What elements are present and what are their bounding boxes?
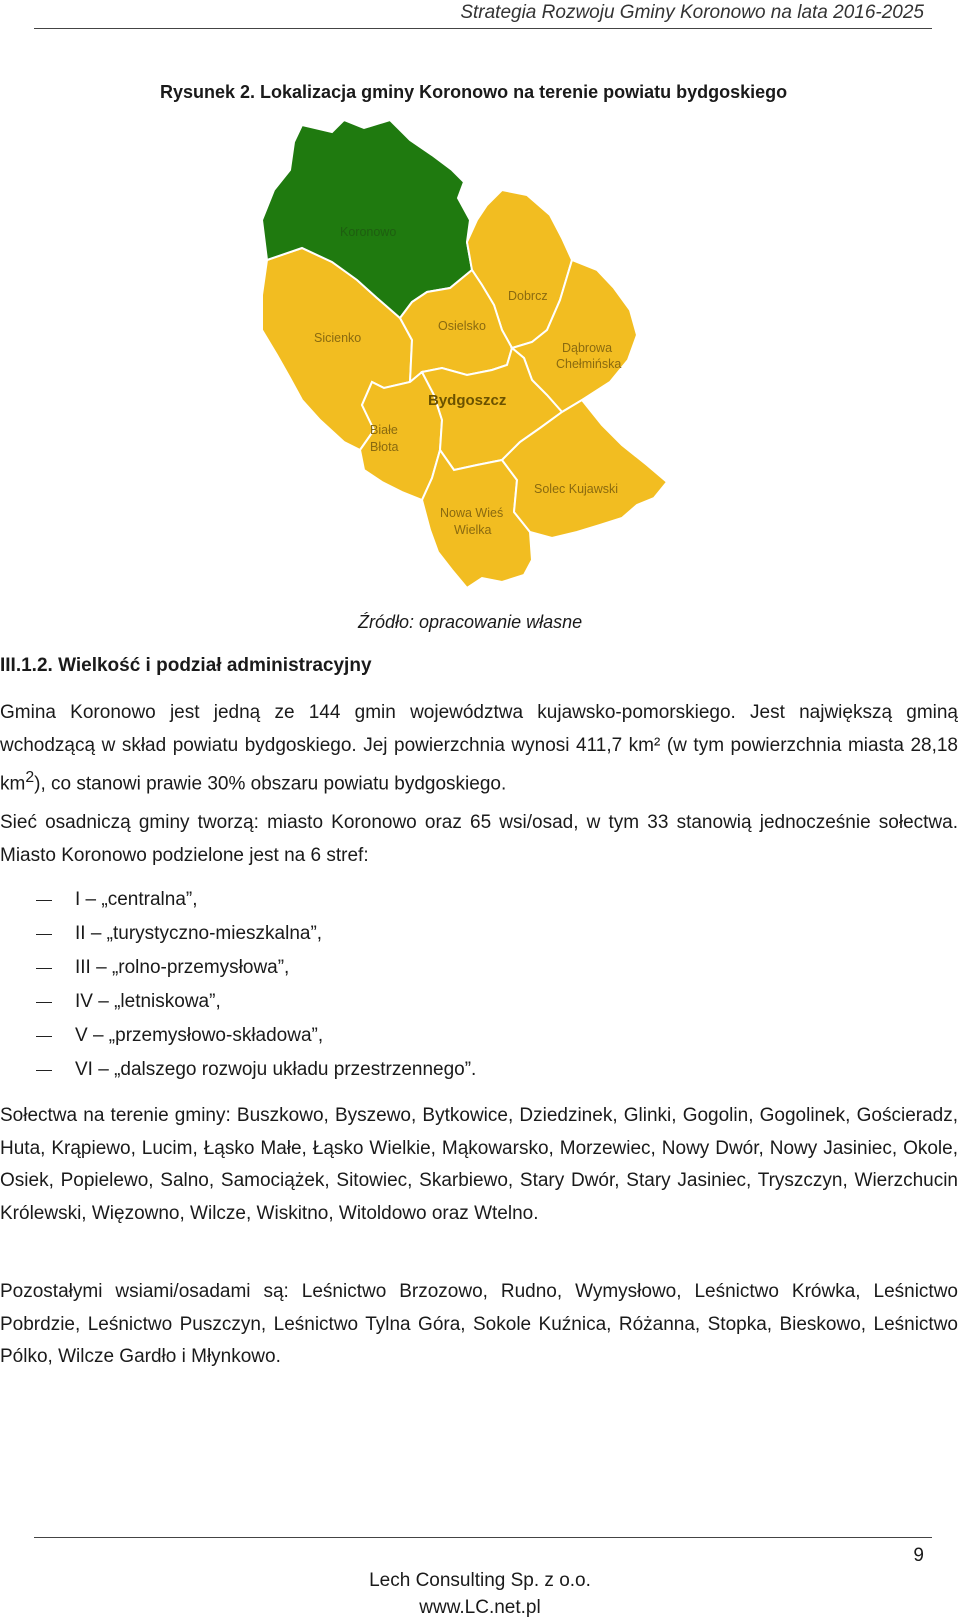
figure-caption: Rysunek 2. Lokalizacja gminy Koronowo na terenie powiatu bydgoskiego (160, 82, 788, 102)
list-item (0, 985, 958, 1019)
list-item (0, 951, 958, 985)
list-item (0, 917, 958, 951)
dash-bullet (36, 900, 52, 901)
paragraph-area-main: Gmina Koronowo jest jedną ze 144 gmin województwa kujawsko-pomorskiego. Jest największą gminą wchodzącą w skład powiatu bydgoskiego. Jej powierzchnia wynosi 411,7 km² (w tym powierzchnia miasta 28,18 km (0, 702, 958, 795)
paragraph-area (0, 697, 958, 801)
map-label-dabrowa-2: Chełmińska (556, 357, 622, 371)
map-label-dabrowa-1: Dąbrowa (562, 341, 613, 355)
zone-text: II – „turystyczno-mieszkalna”, (75, 923, 323, 944)
footer-rule (34, 1537, 932, 1538)
paragraph-solectwa (0, 1100, 958, 1230)
map-label-bydgoszcz: Bydgoszcz (428, 392, 507, 409)
zone-text: IV – „letniskowa”, (75, 991, 221, 1012)
zone-text: VI – „dalszego rozwoju układu przestrzennego”. (75, 1059, 477, 1080)
paragraph-settlement (0, 807, 958, 872)
list-item (0, 883, 958, 917)
section-heading: III.1.2. Wielkość i podział administracyjny (0, 655, 372, 676)
map-label-biale-1: Białe (370, 423, 398, 437)
powiat-map (262, 120, 702, 598)
paragraph-area-tail: ), co stanowi prawie 30% obszaru powiatu bydgoskiego. (34, 773, 507, 795)
map-label-solec: Solec Kujawski (534, 482, 619, 496)
dash-bullet (36, 968, 52, 969)
zone-list (0, 883, 958, 1087)
map-label-osielsko: Osielsko (438, 319, 486, 333)
dash-bullet (36, 934, 52, 935)
map-label-nowa-2: Wielka (454, 523, 492, 537)
paragraph-solectwa-text: Sołectwa na terenie gminy: Buszkowo, Byszewo, Bytkowice, Dziedzinek, Glinki, Gogolin, Gogolinek, Gościeradz, Huta, Krąpiewo, Lucim, Łąsko Małe, Łąsko Wielkie, Mąkowarsko, Morzewiec, Nowy Dwór, Nowy Jasiniec, Okole, Osiek, Popielewo, Salno, Samociążek, Sitowiec, Skarbiewo, Stary Dwór, Stary Jasiniec, Tryszczyn, Wierzchucin Królewski, Więzowno, Wilcze, Wiskitno, Witoldowo oraz Wtelno. (0, 1105, 958, 1224)
map-label-dobrcz: Dobrcz (508, 289, 548, 303)
running-header-title: Strategia Rozwoju Gminy Koronowo na lata 2016-2025 (460, 2, 924, 23)
dash-bullet (36, 1070, 52, 1071)
paragraph-settlement-text: Sieć osadniczą gminy tworzą: miasto Koronowo oraz 65 wsi/osad, w tym 33 stanowią jednocześnie sołectwa. Miasto Koronowo podzielone jest na 6 stref: (0, 812, 958, 866)
figure-source: Źródło: opracowanie własne (358, 612, 583, 632)
zone-text: I – „centralna”, (75, 889, 198, 910)
map-label-koronowo: Koronowo (340, 225, 397, 239)
list-item (0, 1053, 958, 1087)
page-number: 9 (913, 1545, 924, 1566)
footer-website: www.LC.net.pl (419, 1597, 541, 1618)
map-label-nowa-1: Nowa Wieś (440, 506, 504, 520)
paragraph-other-villages (0, 1276, 958, 1374)
footer-company: Lech Consulting Sp. z o.o. (369, 1570, 591, 1591)
zone-text: III – „rolno-przemysłowa”, (75, 957, 290, 978)
zone-text: V – „przemysłowo-składowa”, (75, 1025, 324, 1046)
list-item (0, 1019, 958, 1053)
dash-bullet (36, 1036, 52, 1037)
header-rule (34, 28, 932, 29)
map-label-biale-2: Błota (370, 440, 399, 454)
dash-bullet (36, 1002, 52, 1003)
superscript-2: 2 (25, 769, 35, 786)
paragraph-other-villages-text: Pozostałymi wsiami/osadami są: Leśnictwo Brzozowo, Rudno, Wymysłowo, Leśnictwo Krówka, Leśnictwo Pobrdzie, Leśnictwo Puszczyn, Leśnictwo Tylna Góra, Sokole Kuźnica, Różanna, Stopka, Bieskowo, Leśnictwo Pólko, Wilcze Gardło i Młynkowo. (0, 1281, 958, 1367)
map-label-sicienko: Sicienko (314, 331, 362, 345)
